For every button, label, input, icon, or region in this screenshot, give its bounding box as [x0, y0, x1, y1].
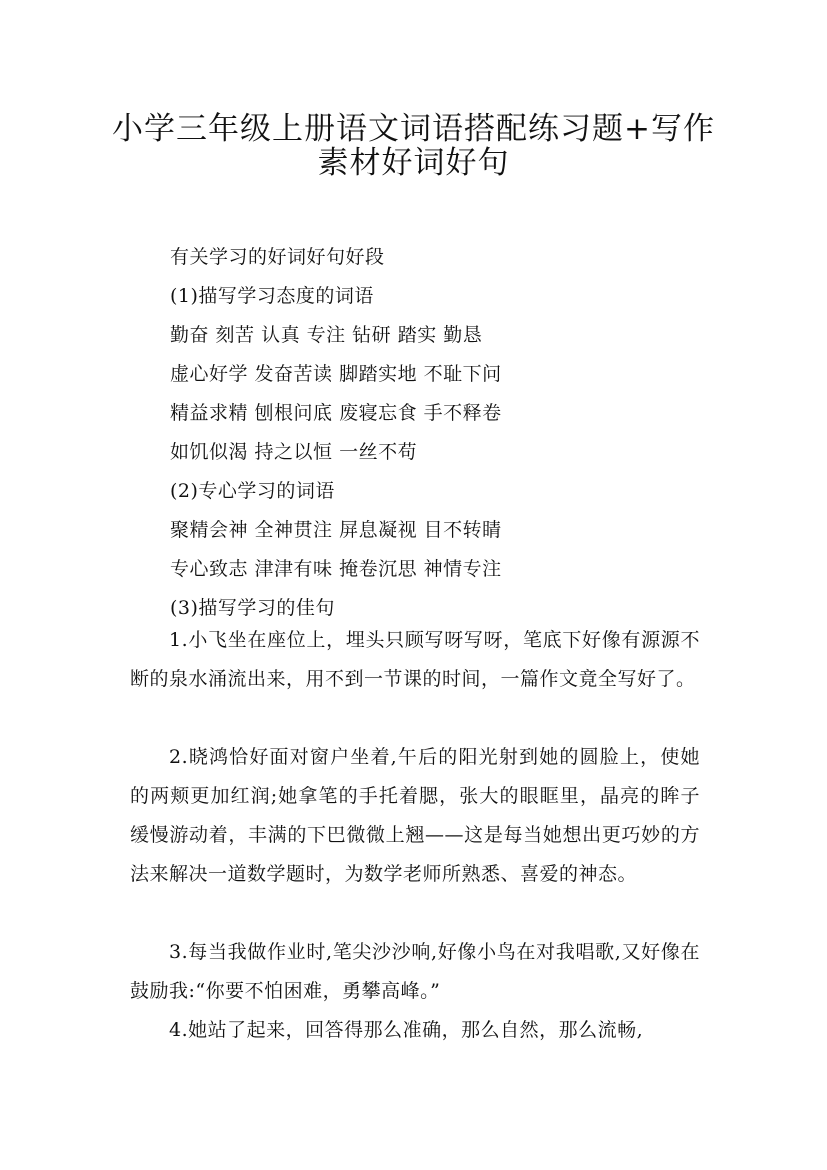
sub1-line: 如饥似渴 持之以恒 一丝不苟	[170, 441, 418, 463]
sub1-line: 精益求精 刨根问底 废寝忘食 手不释卷	[170, 402, 502, 424]
sub2-line: 专心致志 津津有味 掩卷沉思 神情专注	[170, 558, 502, 580]
example-paragraph-1: 1.小飞坐在座位上，埋头只顾写呀写呀，笔底下好像有源源不断的泉水涌流出来，用不到一节课的时间，一篇作文竟全写好了。	[130, 629, 700, 690]
document-title-line-2: 素材好词好句	[317, 145, 510, 181]
sub2-line: 聚精会神 全神贯注 屏息凝视 目不转睛	[170, 519, 502, 541]
example-paragraph-2: 2.晓鸿恰好面对窗户坐着,午后的阳光射到她的圆脸上，使她的两颊更加红润;她拿笔的手托着腮，张大的眼眶里，晶亮的眸子缓慢游动着，丰满的下巴微微上翘——这是每当她想出更巧妙的方法来解决一道数学题时，为数学老师所熟悉、喜爱的神态。	[130, 746, 700, 885]
sub2-heading: (2)专心学习的词语	[170, 480, 335, 502]
example-paragraph-3: 3.每当我做作业时,笔尖沙沙响,好像小鸟在对我唱歌,又好像在鼓励我:“你要不怕困难，勇攀高峰。”	[130, 941, 700, 1002]
example-paragraph-4: 4.她站了起来，回答得那么准确，那么自然，那么流畅,	[169, 1019, 644, 1041]
sub1-heading: (1)描写学习态度的词语	[170, 285, 374, 307]
sub3-heading: (3)描写学习的佳句	[170, 597, 335, 619]
sub1-line: 勤奋 刻苦 认真 专注 钻研 踏实 勤恳	[170, 324, 483, 346]
sub1-line: 虚心好学 发奋苦读 脚踏实地 不耻下问	[170, 363, 502, 385]
section-heading: 有关学习的好词好句好段	[170, 246, 385, 268]
document-title-line-1: 小学三年级上册语文词语搭配练习题+写作	[112, 111, 715, 147]
